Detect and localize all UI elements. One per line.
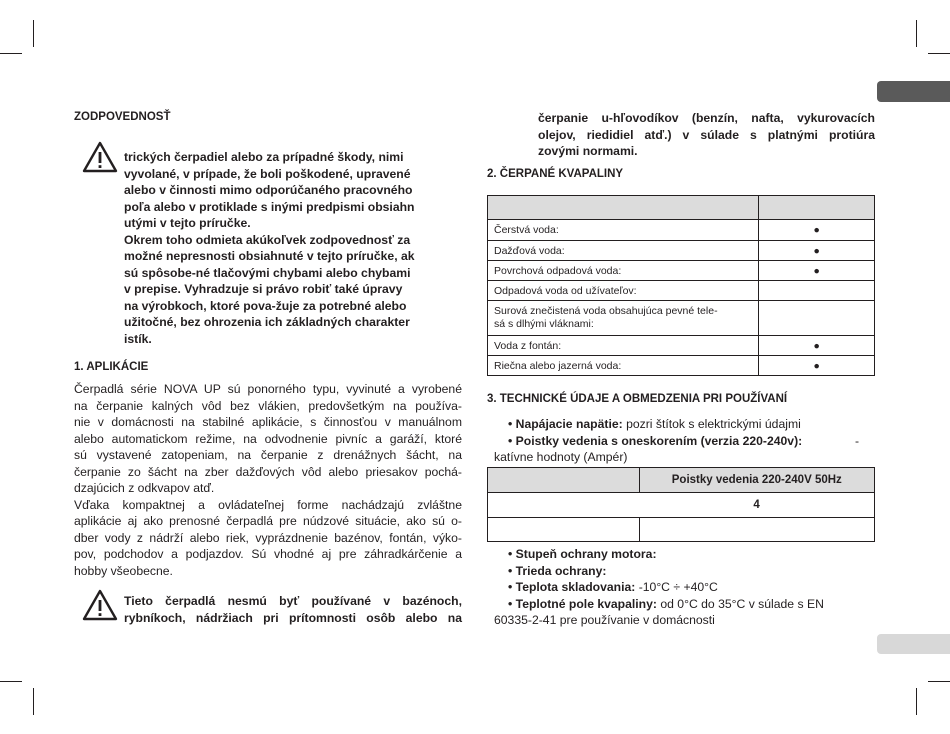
supply-voltage-value: pozri štítok s elektrickými údajmi bbox=[622, 417, 801, 431]
text-line: vyvolané, v prípade, že boli poškodené, upravené bbox=[124, 166, 411, 181]
text-line: dber vody z nádrží alebo riek, vyprázdnenie bazénov, fontán, výko- bbox=[74, 530, 462, 545]
tech-data-list bbox=[494, 416, 875, 466]
liquid-temp-label: • Teplotné pole kvapaliny: bbox=[508, 596, 657, 611]
warning-continuation-text bbox=[538, 110, 875, 160]
supply-voltage-label: • Napájacie napätie: bbox=[508, 417, 623, 431]
text-line: trických čerpadiel alebo za prípadné škody, nimi bbox=[124, 150, 404, 164]
liquid-temp-item bbox=[494, 596, 875, 613]
text-line: pov, podchodov a podjazdov. Sú vhodné aj pre záhradkárčenie a bbox=[74, 547, 462, 561]
text-line: aplikácie aj ako prenosné čerpadlá pre núdzové situácie, ako sú o- bbox=[74, 514, 462, 528]
storage-temp-label: • Teplota skladovania: bbox=[508, 580, 636, 594]
suitable-mark: ● bbox=[759, 336, 875, 356]
text-line: Vďaka kompaktnej a ovládateľnej forme nachádzajú zvláštne bbox=[74, 497, 462, 512]
storage-temp-value: -10°C ÷ +40°C bbox=[635, 580, 718, 594]
table-row bbox=[488, 261, 875, 281]
table-header-row bbox=[488, 468, 875, 493]
liquid-label: Odpadová voda od užívateľov: bbox=[488, 281, 759, 301]
line-fuses-dash: - bbox=[855, 433, 860, 448]
tech-data-list-2 bbox=[494, 546, 875, 629]
liquid-label: Dažďová voda: bbox=[488, 241, 759, 261]
warning-pools-text bbox=[124, 593, 462, 626]
text-line: čerpanie u-hľovodíkov (benzín, nafta, vykurovacích bbox=[538, 111, 875, 125]
text-line: možné nepresnosti obsiahnuté v tejto príručke, ak bbox=[124, 249, 415, 263]
liquid-temp-value: od 0°C do 35°C v súlade s EN bbox=[656, 596, 824, 611]
table-row bbox=[488, 281, 875, 301]
liquid-label: Čerstvá voda: bbox=[488, 220, 759, 241]
text-line: zovými normami. bbox=[538, 144, 638, 158]
table-row bbox=[488, 241, 875, 261]
liquid-temp-value-2: 60335-2-41 pre používanie v domácnosti bbox=[494, 613, 715, 627]
suitable-mark: ● bbox=[759, 220, 875, 241]
crop-mark bbox=[916, 20, 917, 47]
liquid-label: Voda z fontán: bbox=[488, 336, 759, 356]
suitable-mark bbox=[759, 281, 875, 301]
text-line: alebo automatickom režime, na odvodnenie pivníc a garáží, ktoré bbox=[74, 431, 462, 446]
line-fuses-value: katívne hodnoty (Ampér) bbox=[494, 450, 628, 464]
suitable-mark bbox=[759, 301, 875, 336]
text-line: Čerpadlá série NOVA UP sú ponorného typu, vyvinuté a vyrobené bbox=[74, 382, 462, 396]
crop-mark bbox=[928, 53, 950, 54]
table-row bbox=[488, 518, 875, 542]
text-line: na čerpanie kalných vôd bez vlákien, predovšetkým na používa- bbox=[74, 398, 462, 413]
text-line: utými v tejto príručke. bbox=[124, 216, 251, 230]
text-line: hobby všeobecne. bbox=[74, 563, 173, 578]
text-line: rybníkoch, nádržiach pri prítomnosti osôb alebo na bbox=[124, 610, 462, 625]
liquid-label: Surová znečistená voda obsahujúca pevné tele- sá s dlhými vláknami: bbox=[488, 301, 759, 336]
warning-icon bbox=[82, 589, 118, 621]
storage-temp-item bbox=[494, 579, 875, 596]
suitable-mark: ● bbox=[759, 261, 875, 281]
fuses-table-header: Poistky vedenia 220-240V 50Hz bbox=[639, 468, 874, 493]
fuses-table-value: 4 bbox=[639, 493, 874, 518]
crop-mark bbox=[33, 688, 34, 715]
table-row bbox=[488, 301, 875, 336]
liability-heading: ZODPOVEDNOSŤ bbox=[74, 111, 171, 123]
text-line: nie v domácnosti na stabilné aplikácie, s činnosťou v manuálnom bbox=[74, 415, 462, 429]
page-number-tab bbox=[877, 634, 950, 654]
fuses-table bbox=[487, 467, 875, 542]
crop-mark bbox=[0, 53, 22, 54]
protection-class-label: • Trieda ochrany: bbox=[508, 563, 607, 578]
suitable-mark: ● bbox=[759, 356, 875, 376]
text-line: čerpanie zo šácht na zber dažďových vôd alebo priesakov pochá- bbox=[74, 464, 462, 479]
applications-heading: 1. APLIKÁCIE bbox=[74, 361, 149, 373]
text-line: alebo v činnosti mimo odporúčaného pracovného bbox=[124, 183, 413, 197]
tech-data-heading: 3. TECHNICKÉ ÚDAJE A OBMEDZENIA PRI POUŽÍVANÍ bbox=[487, 393, 788, 405]
warning-disclaimer-text bbox=[124, 149, 444, 347]
table-row bbox=[488, 336, 875, 356]
text-line: istík. bbox=[124, 331, 152, 346]
table-row bbox=[488, 493, 875, 518]
table-row bbox=[488, 356, 875, 376]
liquids-table bbox=[487, 195, 875, 376]
liquid-label: Povrchová odpadová voda: bbox=[488, 261, 759, 281]
motor-protection-item bbox=[494, 546, 875, 563]
motor-protection-label: • Stupeň ochrany motora: bbox=[508, 547, 657, 561]
text-line: sú spôsobe-né tlačovými chybami alebo chybami bbox=[124, 265, 411, 280]
crop-mark bbox=[33, 20, 34, 47]
warning-icon bbox=[82, 141, 118, 173]
line-fuses-label: • Poistky vedenia s oneskorením (verzia 220-240v): bbox=[508, 433, 803, 448]
text-line: olejov, riedidiel atď.) v súlade s platnými protiúra bbox=[538, 127, 875, 142]
text-line: na výrobkoch, ktoré pova-žuje za potrebné alebo bbox=[124, 298, 407, 313]
protection-class-item bbox=[494, 563, 875, 580]
text-line: dzajúcich z odkvapov atď. bbox=[74, 481, 215, 495]
supply-voltage-item bbox=[494, 416, 875, 433]
text-line: užitočné, bez ohrozenia ich základných charakter bbox=[124, 315, 410, 329]
table-row bbox=[488, 220, 875, 241]
language-tab bbox=[877, 81, 950, 102]
table-header-row bbox=[488, 196, 875, 220]
liquid-label: Riečna alebo jazerná voda: bbox=[488, 356, 759, 376]
line-fuses-item bbox=[494, 433, 875, 450]
liquids-heading: 2. ČERPANÉ KVAPALINY bbox=[487, 168, 624, 180]
text-line: v prepise. Vyhradzuje si právo robiť také úpravy bbox=[124, 282, 403, 296]
text-line: Tieto čerpadlá nesmú byť používané v bazénoch, bbox=[124, 594, 462, 608]
crop-mark bbox=[0, 681, 22, 682]
crop-mark bbox=[916, 688, 917, 715]
text-line: poľa alebo v protiklade s inými predpismi obsiahn bbox=[124, 199, 415, 214]
text-line: sú vystavené zatopeniam, na čerpanie z drenážnych šácht, na bbox=[74, 448, 462, 462]
suitable-mark: ● bbox=[759, 241, 875, 261]
text-line: Okrem toho odmieta akúkoľvek zodpovednosť za bbox=[124, 232, 411, 247]
applications-text bbox=[74, 381, 462, 579]
crop-mark bbox=[928, 681, 950, 682]
